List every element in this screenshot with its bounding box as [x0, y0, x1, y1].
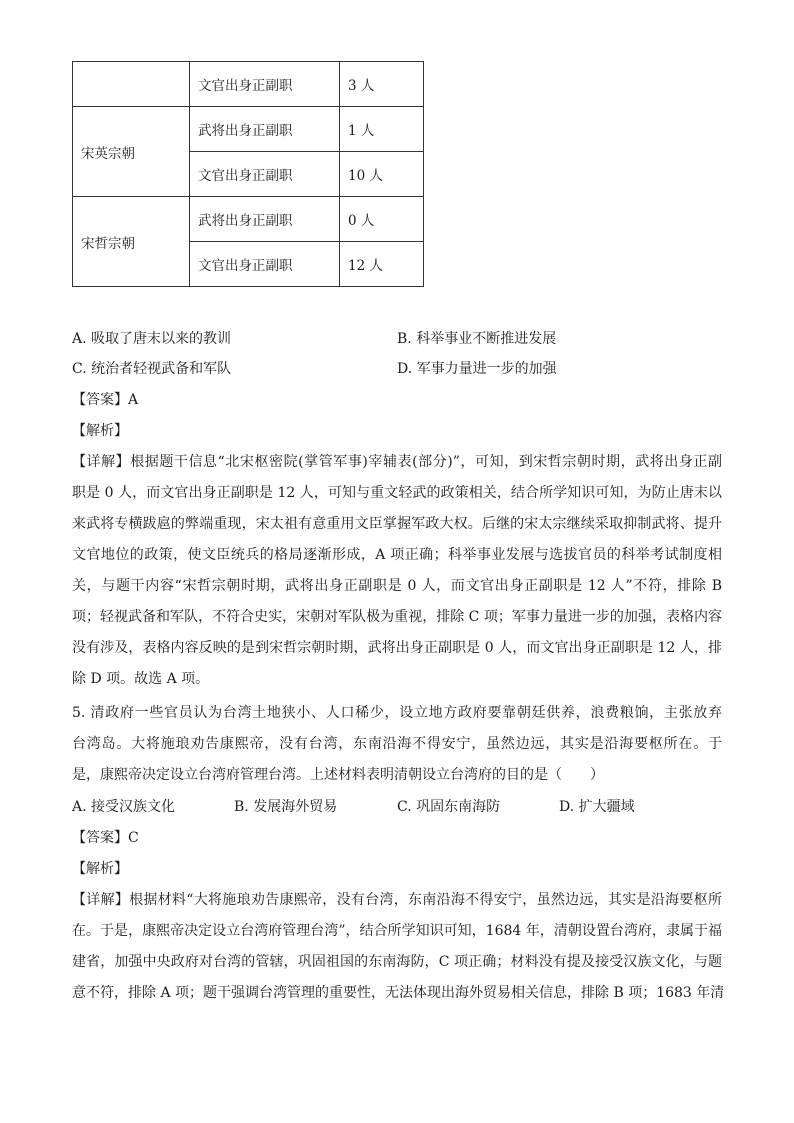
q5-stem [72, 703, 722, 796]
q4-detail [72, 452, 722, 700]
table-row [73, 197, 424, 242]
q4-detail-line: 【详解】根据题干信息“北宋枢密院(掌管军事)宰辅表(部分)”，可知，到宋哲宗朝时期，武将出身正副 [72, 454, 722, 470]
q5-detail [72, 890, 725, 1014]
q5-analysis-label: 【解析】 [72, 861, 128, 877]
q4-detail-line: 文官地位的政策，使文臣统兵的格局逐渐形成，A 项正确；科举事业发展与选拔官员的科举考试制度相 [72, 547, 722, 563]
table-cell-category: 文官出身正副职 [190, 152, 340, 197]
table-cell-category: 武将出身正副职 [190, 107, 340, 152]
q5-option-b: B. 发展海外贸易 [234, 799, 338, 815]
q4-option-d: D. 军事力量进一步的加强 [397, 361, 557, 377]
q5-stem-line: 台湾岛。大将施琅劝告康熙帝，没有台湾，东南沿海不得安宁，虽然边远，其实是沿海要枢所在。于 [72, 736, 722, 752]
q5-answer: 【答案】C [72, 830, 139, 846]
table-cell-dynasty: 宋英宗朝 [73, 107, 190, 197]
q4-detail-line: 关，与题干内容“宋哲宗朝时期，武将出身正副职是 0 人，而文官出身正副职是 12 人”不符，排除 B [72, 578, 722, 594]
q4-detail-line: 职是 0 人，而文官出身正副职是 12 人，可知与重文轻武的政策相关，结合所学知识可知，为防止唐末以 [72, 485, 722, 501]
q5-detail-line: 在。于是，康熙帝决定设立台湾府管理台湾”，结合所学知识可知，1684 年，清朝设置台湾府，隶属于福 [72, 923, 722, 939]
q4-detail-line: 项；轻视武备和军队，不符合史实，宋朝对军队极为重视，排除 C 项；军事力量进一步的加强，表格内容 [72, 609, 722, 625]
table-cell-count: 3 人 [340, 62, 424, 107]
table-cell-count: 12 人 [340, 242, 424, 287]
table-row [73, 107, 424, 152]
q5-detail-line: 建省，加强中央政府对台湾的管辖，巩固祖国的东南海防，C 项正确；材料没有提及接受汉族文化，与题 [72, 954, 722, 970]
table-row [73, 62, 424, 107]
q4-detail-line: 没有涉及，表格内容反映的是到宋哲宗朝时期，武将出身正副职是 0 人，而文官出身正副职是 12 人，排 [72, 640, 722, 656]
q4-detail-line: 来武将专横跋扈的弊端重现，宋太祖有意重用文臣掌握军政大权。后继的宋太宗继续采取抑制武将、提升 [72, 516, 722, 532]
q4-option-c: C. 统治者轻视武备和军队 [72, 361, 232, 377]
table-cell-category: 文官出身正副职 [190, 242, 340, 287]
q4-detail-line: 除 D 项。故选 A 项。 [72, 671, 210, 687]
q4-answer: 【答案】A [72, 392, 139, 408]
table-cell-dynasty [73, 62, 190, 107]
table-cell-count: 10 人 [340, 152, 424, 197]
q5-stem-line: 是，康熙帝决定设立台湾府管理台湾。上述材料表明清朝设立台湾府的目的是（ ） [72, 767, 604, 783]
table-cell-category: 武将出身正副职 [190, 197, 340, 242]
q4-analysis-label: 【解析】 [72, 423, 128, 439]
q5-detail-line: 【详解】根据材料“大将施琅劝告康熙帝，没有台湾，东南沿海不得安宁，虽然边远，其实是沿海要枢所 [72, 892, 722, 908]
q5-option-c: C. 巩固东南海防 [397, 799, 501, 815]
table-cell-category: 文官出身正副职 [190, 62, 340, 107]
q5-stem-line: 5. 清政府一些官员认为台湾土地狭小、人口稀少，设立地方政府要靠朝廷供养，浪费粮饷，主张放弃 [72, 705, 722, 721]
table-cell-count: 1 人 [340, 107, 424, 152]
table-cell-dynasty: 宋哲宗朝 [73, 197, 190, 287]
q4-option-b: B. 科举事业不断推进发展 [397, 331, 557, 347]
officials-table [72, 61, 424, 287]
q5-detail-line: 意不符，排除 A 项；题干强调台湾管理的重要性，无法体现出海外贸易相关信息，排除 B 项；1683 年清 [72, 985, 725, 1001]
table-cell-count: 0 人 [340, 197, 424, 242]
q4-option-a: A. 吸取了唐末以来的教训 [72, 331, 232, 347]
q5-option-d: D. 扩大疆域 [559, 799, 635, 815]
q5-option-a: A. 接受汉族文化 [72, 799, 176, 815]
